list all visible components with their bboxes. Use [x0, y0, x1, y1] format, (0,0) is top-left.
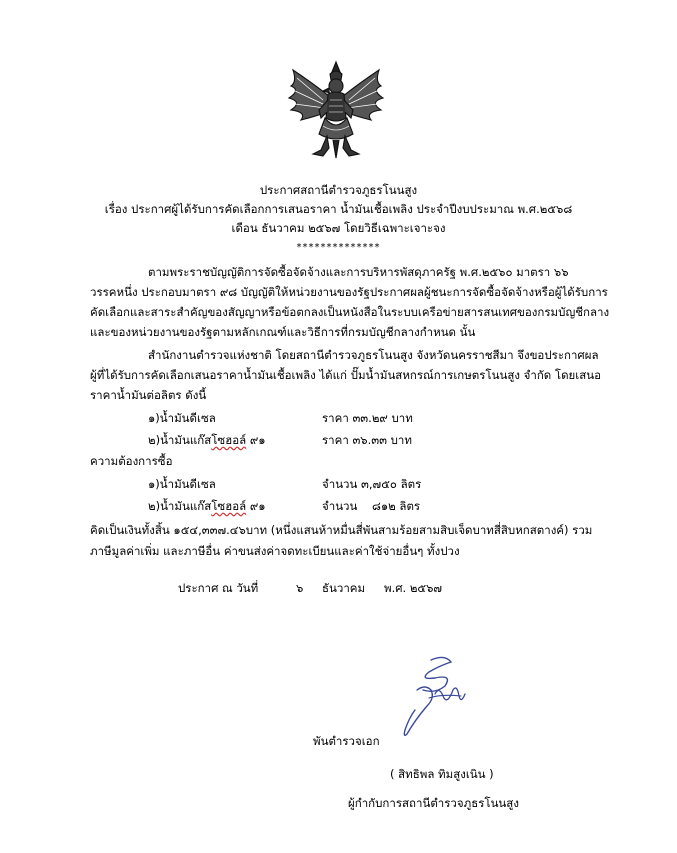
- handwritten-signature: [395, 650, 475, 740]
- paragraph-1-line-3: คัดเลือกและสาระสำคัญของสัญญาหรือข้อตกลงเป็นหนังสือในระบบเครือข่ายสารสนเทศของกรมบัญชีกลาง: [90, 305, 610, 319]
- need-heading: ความต้องการซื้อ: [90, 454, 173, 468]
- price-value-gasohol: ราคา ๓๖.๓๓ บาท: [322, 433, 412, 447]
- qty-item-gasohol-suffix: ๙๑: [246, 499, 266, 513]
- header-subject-line: เรื่อง ประกาศผู้ได้รับการคัดเลือกการเสนอราคา น้ำมันเชื้อเพลิง ประจำปีงบประมาณ พ.ศ.๒๕๖๘: [104, 202, 573, 216]
- garuda-emblem: [283, 60, 389, 160]
- qty-item-gasohol: [148, 498, 266, 514]
- price-value-diesel: ราคา ๓๓.๒๙ บาท: [322, 411, 413, 425]
- paragraph-2-line-3: ราคาน้ำมันต่อลิตร ดังนี้: [90, 388, 207, 402]
- header-month-line: เดือน ธันวาคม ๒๕๖๗ โดยวิธีเฉพาะเจาะจง: [231, 221, 446, 235]
- announce-label: ประกาศ ณ วันที่: [178, 581, 259, 595]
- qty-value-gasohol: จำนวน ๘๑๒ ลิตร: [322, 499, 421, 513]
- announce-day: ๖: [296, 581, 304, 595]
- header-separator: **************: [296, 242, 381, 253]
- announce-month: ธันวาคม: [322, 581, 366, 595]
- price-item-gasohol-suffix: ๙๑: [246, 433, 266, 447]
- price-item-diesel: ๑)น้ำมันดีเซล: [148, 411, 216, 425]
- paragraph-1-line-4: และของหน่วยงานของรัฐตามหลักเกณฑ์และวิธีการที่กรมบัญชีกลางกำหนด นั้น: [90, 325, 476, 339]
- price-item-gasohol-underlined: โซฮอล์: [211, 433, 247, 447]
- price-item-gasohol-prefix: ๒)น้ำมันแก๊ส: [148, 433, 212, 447]
- paragraph-2-line-2: ผู้ที่ได้รับการคัดเลือกเสนอราคาน้ำมันเชื้อเพลิง ได้แก่ ปั๊มน้ำมันสหกรณ์การเกษตรโนนสูง จำกัด โดยเสนอ: [90, 368, 602, 382]
- total-line-2: ภาษีมูลค่าเพิ่ม และภาษีอื่น ค่าขนส่งค่าจดทะเบียนและค่าใช้จ่ายอื่นๆ ทั้งปวง: [90, 544, 460, 558]
- qty-item-gasohol-prefix: ๒)น้ำมันแก๊ส: [148, 499, 212, 513]
- paragraph-1-line-2: วรรคหนึ่ง ประกอบมาตรา ๙๘ บัญญัติให้หน่วยงานของรัฐประกาศผลผู้ชนะการจัดซื้อจัดจ้างหรือผู้ได้รับการ: [90, 285, 608, 299]
- price-item-gasohol: [148, 432, 266, 448]
- header-org-line: ประกาศสถานีตำรวจภูธรโนนสูง: [259, 183, 418, 197]
- paragraph-2-line-1: สำนักงานตำรวจแห่งชาติ โดยสถานีตำรวจภูธรโนนสูง จังหวัดนครราชสีมา จึงขอประกาศผล: [148, 348, 599, 362]
- signature-position: ผู้กำกับการสถานีตำรวจภูธรโนนสูง: [348, 796, 519, 810]
- paragraph-1-line-1: ตามพระราชบัญญัติการจัดซื้อจัดจ้างและการบริหารพัสดุภาครัฐ พ.ศ.๒๕๖๐ มาตรา ๖๖: [148, 265, 569, 279]
- total-line-1: คิดเป็นเงินทั้งสิ้น ๑๕๔,๓๓๗.๔๖บาท (หนึ่งแสนห้าหมื่นสี่พันสามร้อยสามสิบเจ็ดบาทสี่สิบหกสตางค์) รวม: [90, 523, 593, 537]
- qty-item-gasohol-underlined: โซฮอล์: [211, 499, 247, 513]
- signature-name: ( สิทธิพล ทิมสูงเนิน ): [390, 767, 494, 781]
- signature-rank: พันตำรวจเอก: [313, 734, 380, 748]
- qty-item-diesel: ๑)น้ำมันดีเซล: [148, 477, 216, 491]
- announce-year: พ.ศ. ๒๕๖๗: [384, 581, 443, 595]
- qty-value-diesel: จำนวน ๓,๗๕๐ ลิตร: [322, 477, 422, 491]
